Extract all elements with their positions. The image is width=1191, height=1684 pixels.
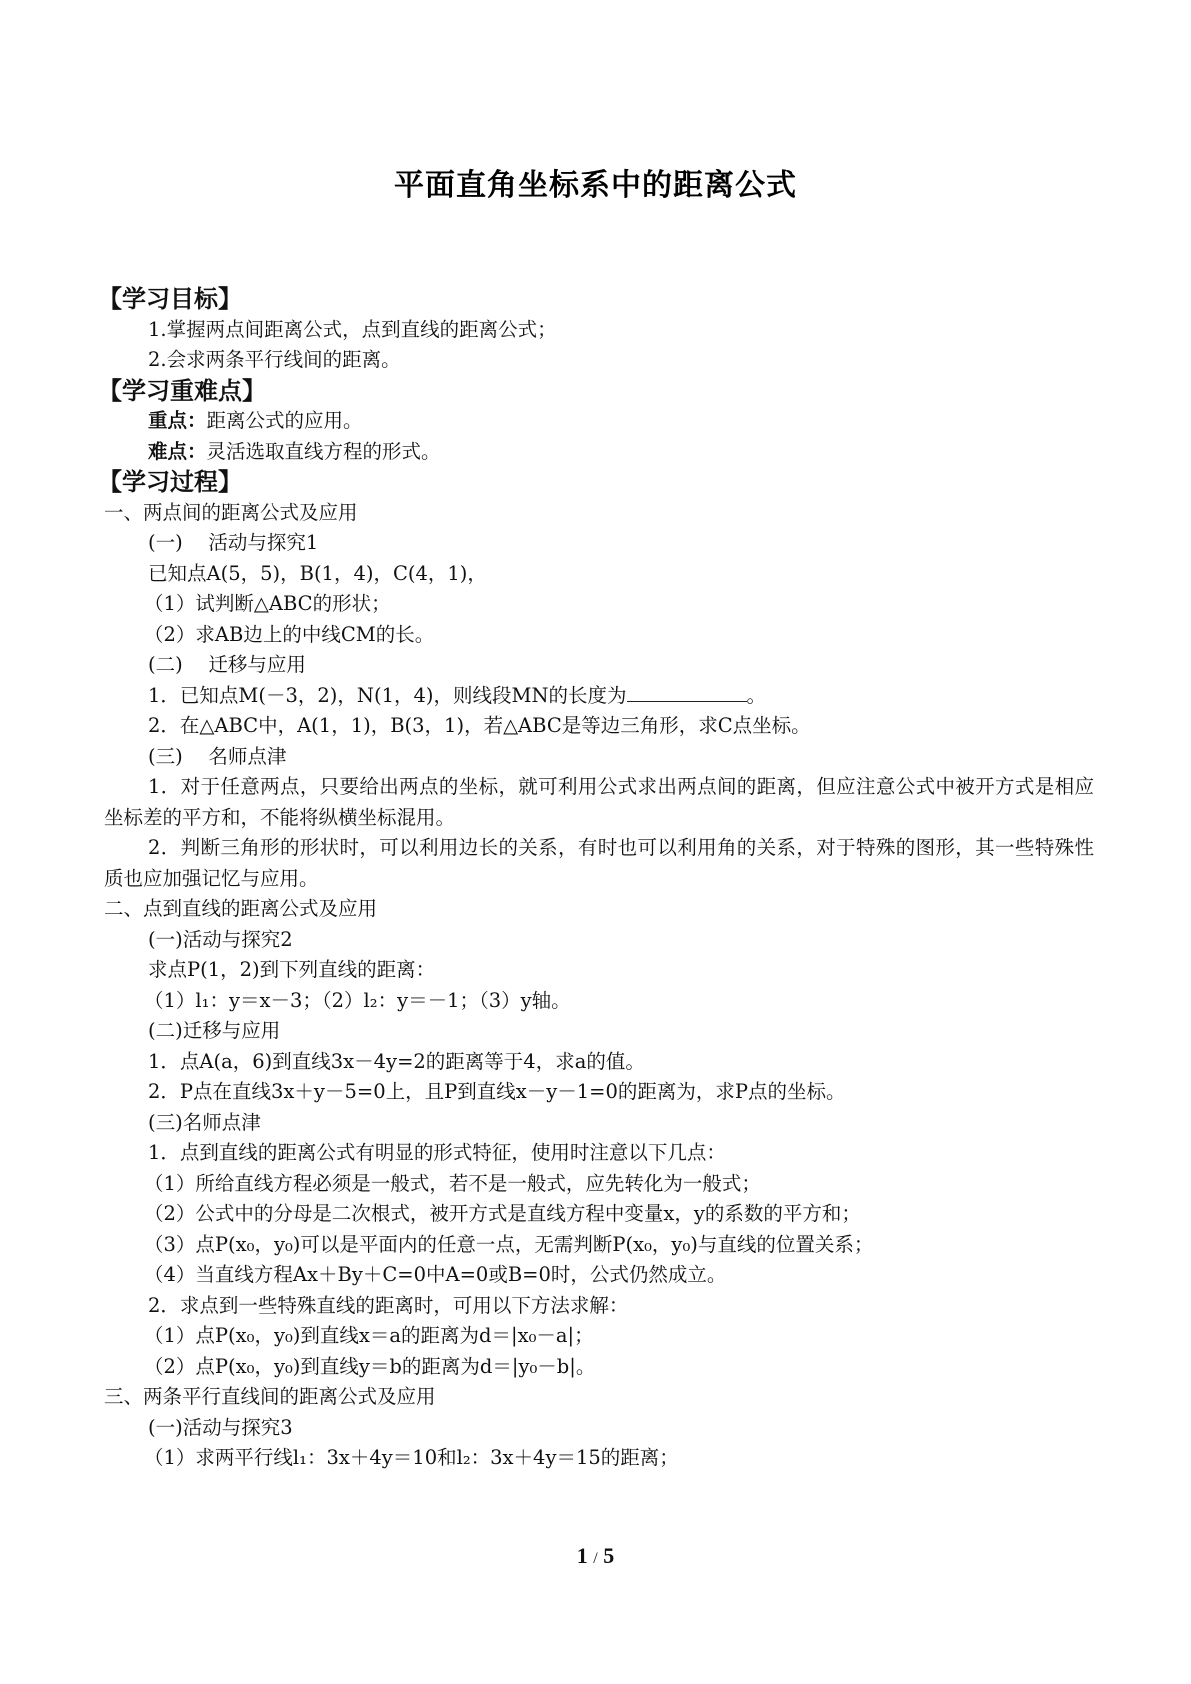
part1-given: 已知点A(5，5)，B(1，4)，C(4，1)， [148,561,487,585]
part1-q2: （2）求AB边上的中线CM的长。 [144,622,435,646]
document-body [98,284,1094,1474]
part2-tip2-2: （2）点P(x₀，y₀)到直线y＝b的距离为d＝|y₀－b|。 [144,1354,596,1378]
part2-tip1-4: （4）当直线方程Ax＋By＋C=0中A=0或B=0时，公式仍然成立。 [144,1263,727,1286]
section-heading-goals: 【学习目标】 [98,285,242,313]
section-heading-key-points: 【学习重难点】 [98,376,266,405]
part1-tip2: 2．判断三角形的形状时，可以利用边长的关系，有时也可以利用角的关系，对于特殊的图形，其一些特殊性质也应加强记忆与应用。 [104,836,1094,890]
part1-sub1: (一) 活动与探究1 [148,531,319,554]
part2-sub2: (二)迁移与应用 [148,1019,281,1042]
part1-sub3: (三) 名师点津 [148,744,287,768]
page-total: 5 [603,1543,615,1568]
key-point-line [104,406,1094,437]
part2-tip2: 2．求点到一些特殊直线的距离时，可用以下方法求解： [148,1293,629,1317]
part2-questions: （1）l₁：y＝x－3；（2）l₂：y＝－1；（3）y轴。 [144,988,571,1012]
page-separator: / [593,1550,598,1567]
page-title: 平面直角坐标系中的距离公式 [394,168,797,203]
part2-exercise1: 1．点A(a，6)到直线3x－4y=2的距离等于4，求a的值。 [148,1049,645,1073]
part2-sub3: (三)名师点津 [148,1110,261,1134]
part2-tip2-1: （1）点P(x₀，y₀)到直线x＝a的距离为d＝|x₀－a|； [144,1324,594,1347]
part2-sub1: (一)活动与探究2 [148,927,293,951]
difficult-point-line [104,437,1094,468]
difficult-label: 难点： [148,439,207,463]
part1-exercise2: 2．在△ABC中，A(1，1)，B(3，1)，若△ABC是等边三角形，求C点坐标。 [148,714,811,737]
part2-tip1: 1．点到直线的距离公式有明显的形式特征，使用时注意以下几点： [148,1141,726,1164]
part1-tip1: 1．对于任意两点，只要给出两点的坐标，就可利用公式求出两点间的距离，但应注意公式中被开方式是相应坐标差的平方和，不能将纵横坐标混用。 [104,775,1094,829]
answer-blank [627,683,747,702]
part3-title: 三、两条平行直线间的距离公式及应用 [104,1385,436,1408]
part2-title: 二、点到直线的距离公式及应用 [104,897,378,920]
part1-exercise1 [104,681,1094,712]
part1-sub2: (二) 迁移与应用 [148,653,306,676]
difficult-text: 灵活选取直线方程的形式。 [206,439,441,463]
page-current: 1 [576,1543,588,1568]
part1-title: 一、两点间的距离公式及应用 [104,500,358,524]
part1-q1: （1）试判断△ABC的形状； [144,592,391,615]
part3-q1: （1）求两平行线l₁：3x＋4y＝10和l₂：3x＋4y＝15的距离； [144,1446,679,1469]
key-label: 重点： [148,409,207,432]
goal-item: 2.会求两条平行线间的距离。 [148,348,401,371]
exercise1-text: 1．已知点M(－3，2)，N(1，4)，则线段MN的长度为 [148,683,627,707]
section-heading-process: 【学习过程】 [98,468,242,496]
key-text: 距离公式的应用。 [206,409,363,432]
part3-sub1: (一)活动与探究3 [148,1415,293,1439]
part2-tip1-3: （3）点P(x₀，y₀)可以是平面内的任意一点，无需判断P(x₀，y₀)与直线的位置关系； [144,1232,874,1256]
part2-given: 求点P(1，2)到下列直线的距离： [148,958,436,981]
part2-tip1-2: （2）公式中的分母是二次根式，被开方式是直线方程中变量x，y的系数的平方和； [144,1202,861,1225]
page-number [0,1543,1191,1569]
part2-tip1-1: （1）所给直线方程必须是一般式，若不是一般式，应先转化为一般式； [144,1171,761,1195]
exercise1-end: 。 [746,683,767,707]
goal-item: 1.掌握两点间距离公式，点到直线的距离公式； [148,317,557,341]
part2-exercise2: 2．P点在直线3x＋y－5=0上，且P到直线x－y－1=0的距离为，求P点的坐标。 [148,1080,846,1103]
